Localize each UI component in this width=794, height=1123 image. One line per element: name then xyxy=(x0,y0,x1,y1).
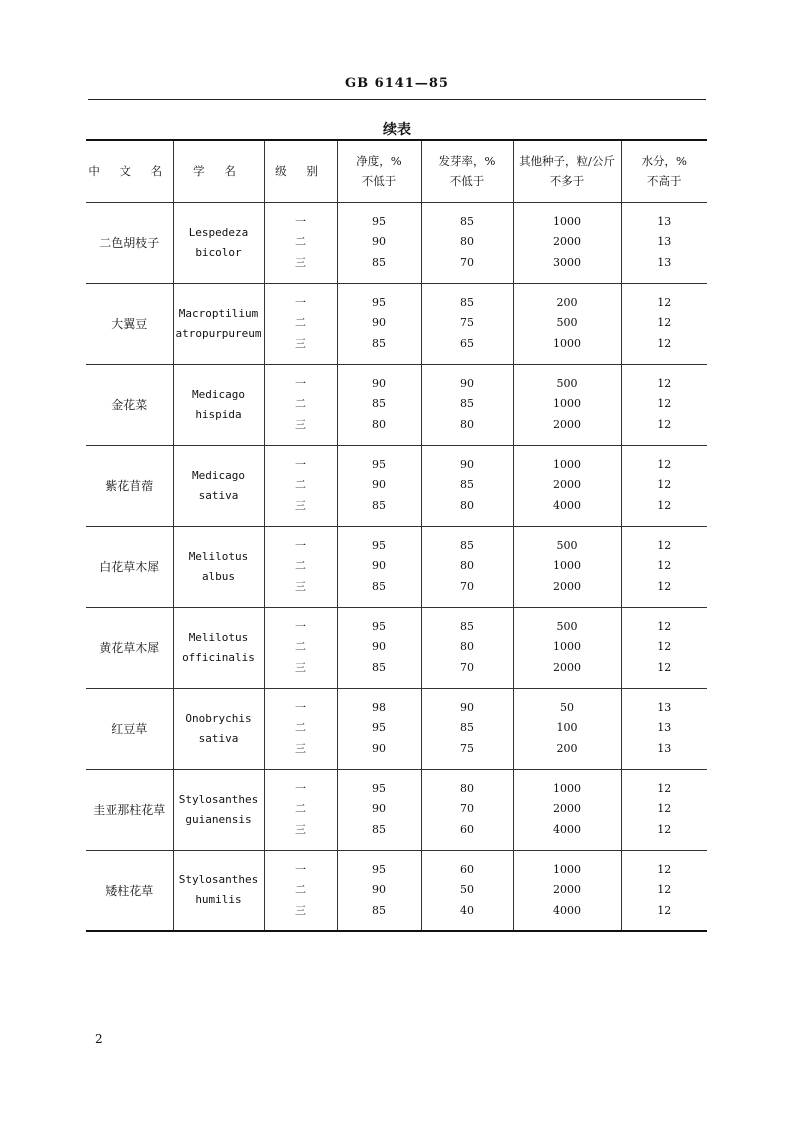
germination-cell: 85 80 70 xyxy=(421,607,513,688)
chinese-name-cell: 大翼豆 xyxy=(86,283,173,364)
chinese-name-cell: 紫花苜蓿 xyxy=(86,445,173,526)
table-row xyxy=(86,445,707,526)
chinese-name-cell: 红豆草 xyxy=(86,688,173,769)
moisture-cell: 12 12 12 xyxy=(621,607,707,688)
purity-cell: 95 90 85 xyxy=(337,283,421,364)
scientific-name-cell: Macroptilium atropurpureum xyxy=(173,283,264,364)
chinese-name-cell: 二色胡枝子 xyxy=(86,202,173,283)
purity-cell: 95 90 85 xyxy=(337,526,421,607)
moisture-cell: 12 12 12 xyxy=(621,445,707,526)
other-seeds-cell: 500 1000 2000 xyxy=(513,526,621,607)
grade-cell: 一 二 三 xyxy=(264,364,337,445)
other-seeds-cell: 1000 2000 3000 xyxy=(513,202,621,283)
chinese-name-cell: 黄花草木犀 xyxy=(86,607,173,688)
other-seeds-cell: 1000 2000 4000 xyxy=(513,850,621,931)
chinese-name-cell: 金花菜 xyxy=(86,364,173,445)
scientific-name-cell: Melilotus albus xyxy=(173,526,264,607)
moisture-cell: 13 13 13 xyxy=(621,688,707,769)
moisture-cell: 12 12 12 xyxy=(621,283,707,364)
other-seeds-cell: 1000 2000 4000 xyxy=(513,445,621,526)
germination-cell: 60 50 40 xyxy=(421,850,513,931)
other-seeds-cell: 1000 2000 4000 xyxy=(513,769,621,850)
moisture-cell: 12 12 12 xyxy=(621,769,707,850)
purity-cell: 95 90 85 xyxy=(337,202,421,283)
other-seeds-cell: 500 1000 2000 xyxy=(513,607,621,688)
purity-cell: 95 90 85 xyxy=(337,445,421,526)
table-row xyxy=(86,526,707,607)
col-header-grade: 级 别 xyxy=(264,140,337,202)
grade-cell: 一 二 三 xyxy=(264,202,337,283)
col-header-scientific-name: 学 名 xyxy=(173,140,264,202)
moisture-cell: 12 12 12 xyxy=(621,850,707,931)
chinese-name-cell: 圭亚那柱花草 xyxy=(86,769,173,850)
table-row xyxy=(86,283,707,364)
chinese-name-cell: 矮柱花草 xyxy=(86,850,173,931)
purity-cell: 98 95 90 xyxy=(337,688,421,769)
page-number: 2 xyxy=(95,1032,103,1046)
scientific-name-cell: Medicago sativa xyxy=(173,445,264,526)
header-rule xyxy=(88,99,706,100)
other-seeds-cell: 200 500 1000 xyxy=(513,283,621,364)
table-row xyxy=(86,202,707,283)
other-seeds-cell: 500 1000 2000 xyxy=(513,364,621,445)
table-row xyxy=(86,364,707,445)
grade-cell: 一 二 三 xyxy=(264,283,337,364)
table-caption: 续表 xyxy=(383,122,411,138)
table-row xyxy=(86,688,707,769)
germination-cell: 80 70 60 xyxy=(421,769,513,850)
grade-cell: 一 二 三 xyxy=(264,769,337,850)
grade-cell: 一 二 三 xyxy=(264,850,337,931)
moisture-cell: 12 12 12 xyxy=(621,526,707,607)
moisture-cell: 13 13 13 xyxy=(621,202,707,283)
scientific-name-cell: Medicago hispida xyxy=(173,364,264,445)
col-header-moisture: 水分，% 不高于 xyxy=(621,140,707,202)
scientific-name-cell: Onobrychis sativa xyxy=(173,688,264,769)
germination-cell: 85 80 70 xyxy=(421,202,513,283)
purity-cell: 95 90 85 xyxy=(337,850,421,931)
other-seeds-cell: 50 100 200 xyxy=(513,688,621,769)
col-header-germination: 发芽率，% 不低于 xyxy=(421,140,513,202)
grade-cell: 一 二 三 xyxy=(264,445,337,526)
purity-cell: 90 85 80 xyxy=(337,364,421,445)
scientific-name-cell: Lespedeza bicolor xyxy=(173,202,264,283)
germination-cell: 85 80 70 xyxy=(421,526,513,607)
scientific-name-cell: Stylosanthes guianensis xyxy=(173,769,264,850)
col-header-purity: 净度，% 不低于 xyxy=(337,140,421,202)
col-header-chinese-name: 中 文 名 xyxy=(86,140,173,202)
table-row xyxy=(86,769,707,850)
seed-quality-table xyxy=(86,139,707,932)
germination-cell: 85 75 65 xyxy=(421,283,513,364)
table-header-row xyxy=(86,140,707,202)
moisture-cell: 12 12 12 xyxy=(621,364,707,445)
grade-cell: 一 二 三 xyxy=(264,688,337,769)
col-header-other-seeds: 其他种子，粒/公斤 不多于 xyxy=(513,140,621,202)
purity-cell: 95 90 85 xyxy=(337,607,421,688)
scientific-name-cell: Melilotus officinalis xyxy=(173,607,264,688)
table-row xyxy=(86,850,707,931)
chinese-name-cell: 白花草木犀 xyxy=(86,526,173,607)
germination-cell: 90 85 80 xyxy=(421,445,513,526)
germination-cell: 90 85 75 xyxy=(421,688,513,769)
germination-cell: 90 85 80 xyxy=(421,364,513,445)
table-row xyxy=(86,607,707,688)
standard-code-header: GB 6141—85 xyxy=(345,76,449,91)
scientific-name-cell: Stylosanthes humilis xyxy=(173,850,264,931)
grade-cell: 一 二 三 xyxy=(264,607,337,688)
grade-cell: 一 二 三 xyxy=(264,526,337,607)
purity-cell: 95 90 85 xyxy=(337,769,421,850)
